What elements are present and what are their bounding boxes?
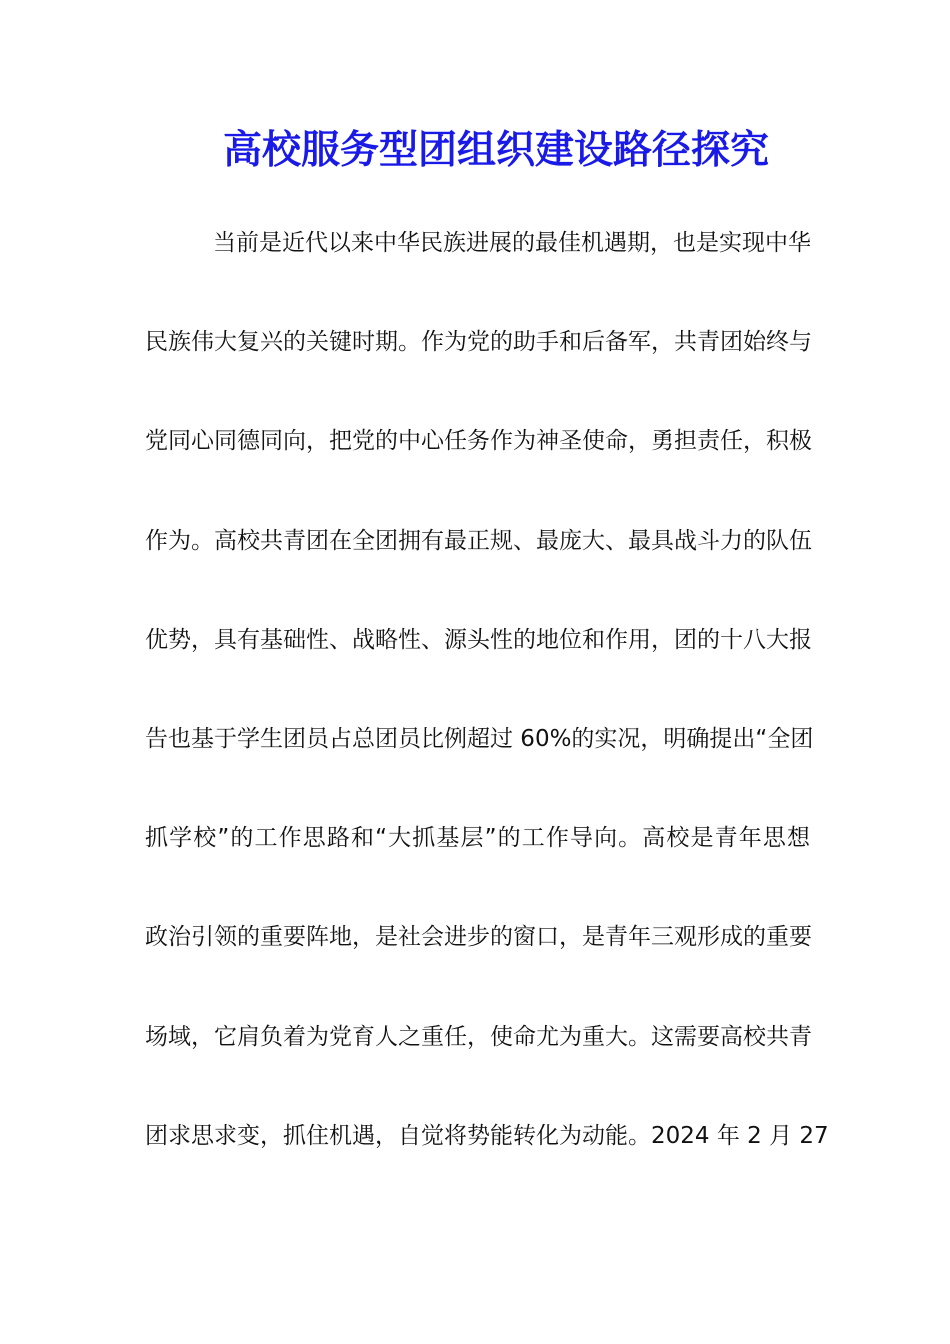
document-title: 高校服务型团组织建设路径探究: [222, 127, 769, 173]
paragraph-line: 作为。高校共青团在全团拥有最正规、最庞大、最具战斗力的队伍: [145, 528, 812, 554]
paragraph-line: 党同心同德同向，把党的中心任务作为神圣使命，勇担责任，积极: [145, 428, 812, 454]
paragraph-line: 政治引领的重要阵地，是社会进步的窗口，是青年三观形成的重要: [145, 924, 812, 950]
paragraph-line: 场域，它肩负着为党育人之重任，使命尤为重大。这需要高校共青: [145, 1024, 812, 1050]
paragraph-line: 团求思求变，抓住机遇，自觉将势能转化为动能。2024 年 2 月 27: [145, 1123, 829, 1149]
paragraph-line: 优势，具有基础性、战略性、源头性的地位和作用，团的十八大报: [145, 627, 812, 653]
paragraph-line: 抓学校”的工作思路和“大抓基层”的工作导向。高校是青年思想: [145, 825, 810, 851]
paragraph-line: 民族伟大复兴的关键时期。作为党的助手和后备军，共青团始终与: [145, 329, 812, 355]
paragraph-line: 当前是近代以来中华民族进展的最佳机遇期，也是实现中华: [213, 230, 811, 256]
paragraph-line: 告也基于学生团员占总团员比例超过 60%的实况，明确提出“全团: [145, 726, 814, 752]
